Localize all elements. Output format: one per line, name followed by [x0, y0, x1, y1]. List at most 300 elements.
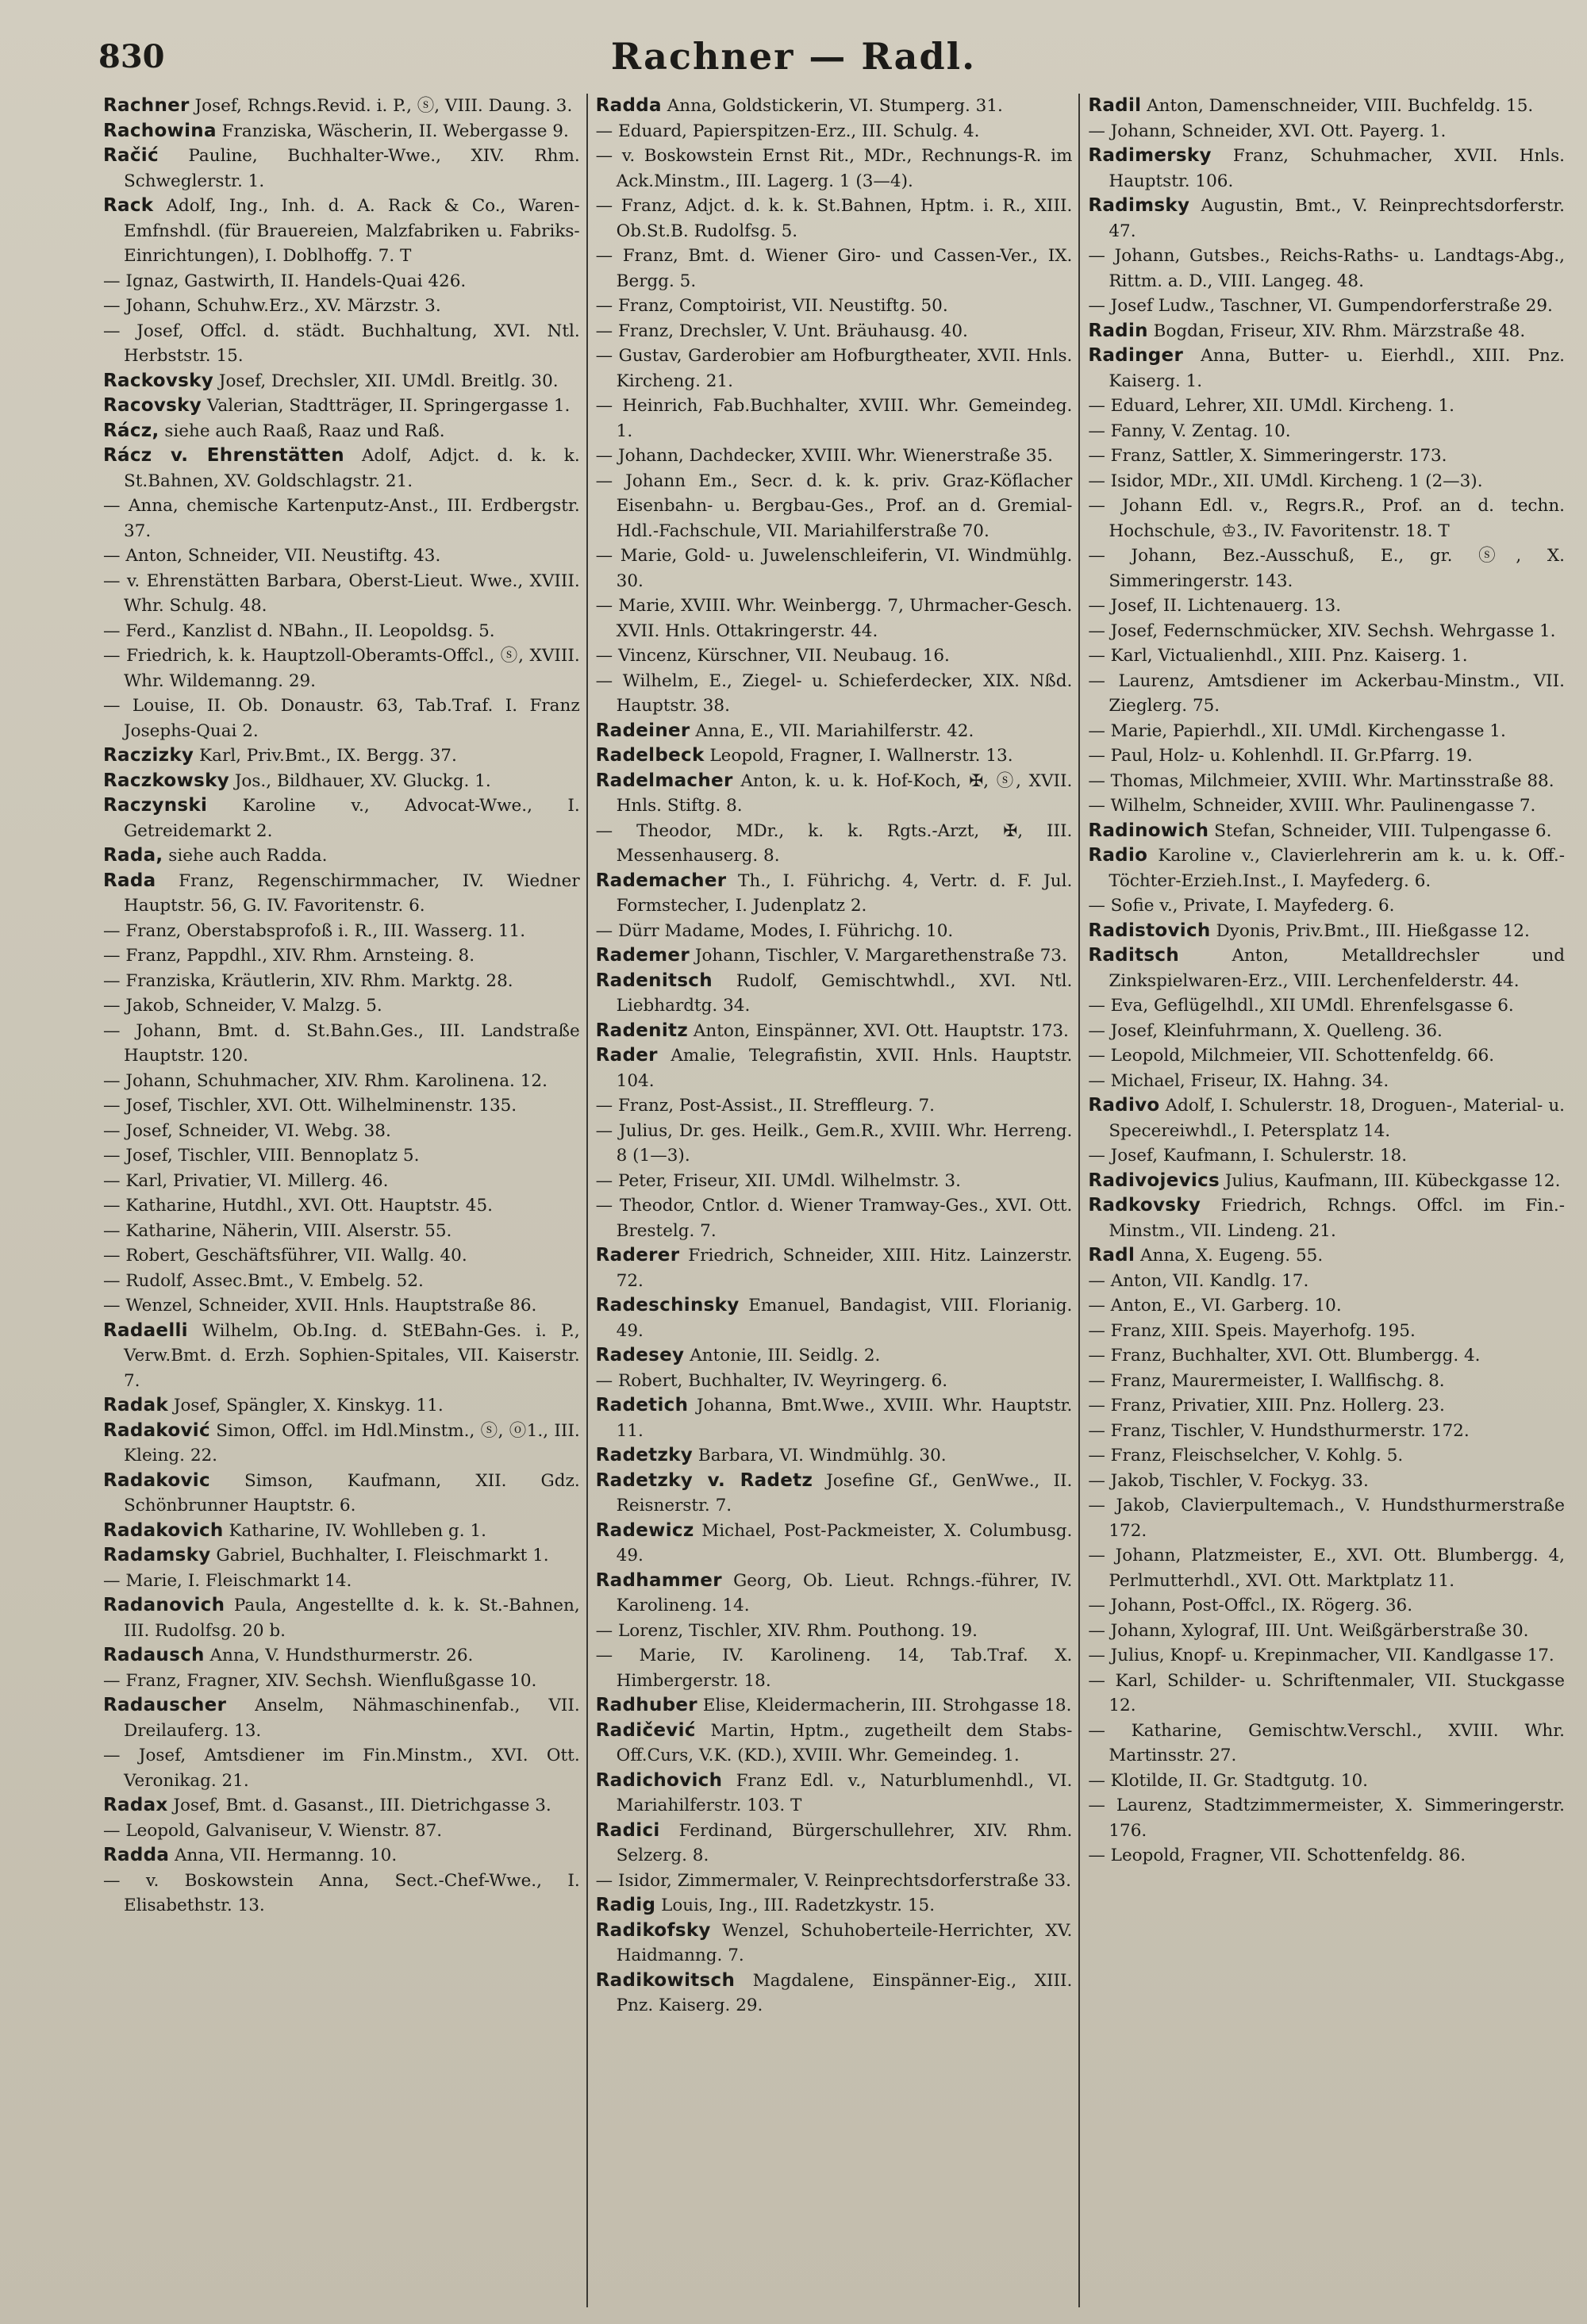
entry-text: — Johann Edl. v., Regrs.R., Prof. an d. techn. Hochschule, ♔3., IV. Favoritenstr. 18. T: [1088, 496, 1566, 541]
entry-text: — Ferd., Kanzlist d. NBahn., II. Leopoldsg. 5.: [103, 620, 495, 641]
directory-entry: [1088, 244, 1565, 294]
entry-text: — Katharine, Gemischtw.Verschl., XVIII. Whr. Martinsstr. 27.: [1088, 1720, 1566, 1765]
directory-entry: [1088, 619, 1565, 644]
entry-surname: Rackovsky: [103, 370, 214, 391]
entry-text: Adolf, I. Schulerstr. 18, Droguen-, Material- u. Specereiwhdl., I. Petersplatz 14.: [1109, 1096, 1566, 1141]
entry-text: Anton, Metalldrechsler und Zinkspielwaren-Erz., VIII. Lerchenfelderstr. 44.: [1109, 946, 1566, 991]
entry-text: Anna, V. Hundsthurmerstr. 26.: [209, 1646, 474, 1665]
entry-text: — Vincenz, Kürschner, VII. Neubaug. 16.: [595, 646, 950, 666]
directory-entry: [1088, 119, 1565, 144]
directory-entry: [596, 94, 1073, 119]
running-head: Rachner — Radl.: [610, 35, 977, 78]
entry-surname: Rademer: [595, 945, 690, 966]
directory-entry: [103, 1019, 580, 1069]
directory-entry: [103, 969, 580, 994]
directory-entry: [103, 869, 580, 919]
entry-text: Anna, X. Eugeng. 55.: [1139, 1246, 1324, 1266]
directory-entry: [1088, 1369, 1565, 1394]
entry-surname: Radeschinsky: [595, 1295, 740, 1316]
entry-surname: Radin: [1088, 320, 1148, 341]
directory-entry: [103, 693, 580, 743]
entry-text: Emanuel, Bandagist, VIII. Florianig. 49.: [616, 1296, 1073, 1341]
directory-entry: [1088, 294, 1565, 319]
entry-text: Josef, Spängler, X. Kinskyg. 11.: [173, 1396, 444, 1416]
entry-surname: Radesey: [595, 1345, 685, 1366]
entry-text: Antonie, III. Seidlg. 2.: [690, 1346, 881, 1366]
directory-entry: [103, 494, 580, 544]
entry-surname: Rack: [103, 195, 154, 216]
entry-text: — Paul, Holz- u. Kohlenhdl. II. Gr.Pfarrg. 19.: [1088, 746, 1473, 766]
entry-text: Josef, Rchngs.Revid. i. P., ⓢ, VIII. Daung. 3.: [194, 96, 573, 116]
entry-text: — Johann, Gutsbes., Reichs-Raths- u. Landtags-Abg., Rittm. a. D., VIII. Langeg. 48.: [1088, 246, 1566, 291]
directory-entry: [596, 643, 1073, 669]
entry-text: Anna, VII. Hermanng. 10.: [175, 1846, 398, 1865]
entry-surname: Radax: [103, 1795, 168, 1815]
entry-text: Adolf, Ing., Inh. d. A. Rack & Co., Waren-Emfnshdl. (für Brauereien, Malzfabriken u. Fabriks-Einrichtungen), I. Doblhoffg. 7. T: [124, 196, 580, 266]
entry-text: — Franz, Buchhalter, XVI. Ott. Blumbergg. 4.: [1088, 1346, 1481, 1366]
entry-text: Georg, Ob. Lieut. Rchngs.-führer, IV. Karolineng. 14.: [616, 1570, 1073, 1615]
entry-surname: Radio: [1088, 845, 1148, 866]
entry-text: siehe auch Raaß, Raaz und Raß.: [164, 421, 445, 441]
entry-text: — Gustav, Garderobier am Hofburgtheater, XVII. Hnls. Kircheng. 21.: [595, 346, 1073, 391]
directory-entry: [1088, 893, 1565, 919]
entry-surname: Radici: [595, 1819, 660, 1841]
directory-entry: [1088, 993, 1565, 1019]
entry-text: — Jakob, Clavierpultemach., V. Hundsthurmerstraße 172.: [1088, 1496, 1566, 1541]
directory-entry: [103, 769, 580, 794]
entry-text: — Laurenz, Amtsdiener im Ackerbau-Minstm., VII. Zieglerg. 75.: [1088, 670, 1566, 716]
entry-text: — Isidor, Zimmermaler, V. Reinprechtsdorferstraße 33.: [595, 1870, 1071, 1891]
directory-entry: [596, 1093, 1073, 1119]
entry-text: Simon, Offcl. im Hdl.Minstm., ⓢ, ⓞ1., III. Kleing. 22.: [124, 1420, 580, 1465]
directory-entry: [1088, 1493, 1565, 1543]
directory-entry: [1088, 144, 1565, 194]
directory-entry: [103, 1543, 580, 1569]
entry-text: — Josef, Tischler, XVI. Ott. Wilhelminenstr. 135.: [103, 1096, 517, 1116]
entry-text: Augustin, Bmt., V. Reinprechtsdorferstr. 47.: [1109, 196, 1566, 241]
entry-text: — Franz, Privatier, XIII. Pnz. Hollerg. 23.: [1088, 1396, 1445, 1416]
directory-entry: [103, 1093, 580, 1119]
directory-entry: [1088, 1043, 1565, 1069]
directory-entry: [103, 1269, 580, 1294]
entry-text: — Katharine, Näherin, VIII. Alserstr. 55.: [103, 1220, 452, 1241]
entry-text: — Eduard, Lehrer, XII. UMdl. Kircheng. 1.: [1088, 396, 1454, 416]
entry-text: — Dürr Madame, Modes, I. Führichg. 10.: [595, 920, 954, 941]
entry-text: — Franz, Sattler, X. Simmeringerstr. 173.: [1088, 446, 1447, 466]
entry-text: — Michael, Friseur, IX. Hahng. 34.: [1088, 1070, 1389, 1091]
entry-text: Gabriel, Buchhalter, I. Fleischmarkt 1.: [216, 1546, 549, 1565]
entry-surname: Radamsky: [103, 1545, 211, 1565]
entry-text: Anton, Einspänner, XVI. Ott. Hauptstr. 173.: [693, 1020, 1069, 1041]
entry-surname: Raderer: [595, 1245, 680, 1266]
entry-text: — Julius, Knopf- u. Krepinmacher, VII. Kandlgasse 17.: [1088, 1646, 1554, 1665]
directory-entry: [1088, 1593, 1565, 1619]
directory-entry: [596, 1819, 1073, 1869]
directory-entry: [103, 993, 580, 1019]
directory-entry: [1088, 1093, 1565, 1143]
entry-surname: Rácz,: [103, 420, 159, 441]
directory-entry: [1088, 1069, 1565, 1094]
directory-entry: [596, 1469, 1073, 1519]
entry-text: — Peter, Friseur, XII. UMdl. Wilhelmstr. 3.: [595, 1170, 961, 1191]
directory-entry: [1088, 793, 1565, 819]
entry-text: Paula, Angestellte d. k. k. St.-Bahnen, III. Rudolfsg. 20 b.: [124, 1596, 580, 1641]
directory-entry: [1088, 1169, 1565, 1194]
directory-entry: [103, 1519, 580, 1544]
directory-entry: [103, 1643, 580, 1669]
directory-entry: [596, 544, 1073, 593]
entry-text: — Friedrich, k. k. Hauptzoll-Oberamts-Offcl., ⓢ, XVIII. Whr. Wildemanng. 29.: [103, 646, 580, 691]
directory-entry: [1088, 1269, 1565, 1294]
entry-text: — Franz, Comptoirist, VII. Neustiftg. 50.: [595, 296, 948, 316]
entry-text: — Eduard, Papierspitzen-Erz., III. Schulg. 4.: [595, 121, 980, 141]
directory-entry: [596, 144, 1073, 194]
directory-entry: [1088, 419, 1565, 444]
directory-entry: [596, 1719, 1073, 1769]
entry-text: — Leopold, Galvaniseur, V. Wienstr. 87.: [103, 1820, 443, 1841]
directory-entry: [1088, 819, 1565, 844]
entry-text: Valerian, Stadtträger, II. Springergasse 1.: [206, 396, 571, 416]
entry-text: — Rudolf, Assec.Bmt., V. Embelg. 52.: [103, 1270, 424, 1291]
entry-text: — Franziska, Kräutlerin, XIV. Rhm. Marktg. 28.: [103, 970, 513, 991]
entry-text: — Josef, Offcl. d. städt. Buchhaltung, XVI. Ntl. Herbststr. 15.: [103, 321, 580, 366]
directory-entry: [1088, 769, 1565, 794]
entry-text: Josefine Gf., GenWwe., II. Reisnerstr. 7.: [616, 1470, 1073, 1515]
entry-text: — Johann, Bmt. d. St.Bahn.Ges., III. Landstraße Hauptstr. 120.: [103, 1020, 580, 1066]
entry-text: — Franz, Tischler, V. Hundsthurmerstr. 172.: [1088, 1420, 1470, 1441]
entry-text: Amalie, Telegrafistin, XVII. Hnls. Hauptstr. 104.: [616, 1046, 1073, 1091]
entry-text: Franz, Schuhmacher, XVII. Hnls. Hauptstr. 106.: [1109, 146, 1566, 191]
directory-entry: [1088, 1619, 1565, 1644]
directory-entry: [596, 943, 1073, 969]
entry-text: Barbara, VI. Windmühlg. 30.: [697, 1446, 947, 1465]
entry-surname: Rachowina: [103, 120, 217, 141]
directory-entry: [103, 1469, 580, 1519]
directory-entry: [103, 1693, 580, 1743]
directory-entry: [103, 1219, 580, 1244]
entry-surname: Radewicz: [595, 1519, 694, 1541]
directory-entry: [596, 1019, 1073, 1044]
entry-surname: Radl: [1088, 1245, 1135, 1266]
directory-columns: [95, 94, 1571, 2307]
directory-entry: [103, 369, 580, 394]
directory-entry: [596, 119, 1073, 144]
directory-entry: [103, 843, 580, 869]
entry-surname: Radenitz: [595, 1020, 689, 1041]
directory-entry: [103, 1843, 580, 1869]
directory-entry: [103, 943, 580, 969]
directory-entry: [1088, 593, 1565, 619]
entry-text: Wenzel, Schuhoberteile-Herrichter, XV. Haidmanng. 7.: [616, 1920, 1073, 1965]
entry-text: — Josef, Federnschmücker, XIV. Sechsh. Wehrgasse 1.: [1088, 620, 1556, 641]
directory-entry: [103, 144, 580, 194]
entry-text: Anselm, Nähmaschinenfab., VII. Dreilauferg. 13.: [124, 1696, 580, 1741]
directory-entry: [596, 1969, 1073, 2019]
entry-text: — Johann, Dachdecker, XVIII. Whr. Wienerstraße 35.: [595, 446, 1053, 466]
entry-text: — Franz, Post-Assist., II. Streffleurg. 7.: [595, 1096, 935, 1116]
entry-text: — Wenzel, Schneider, XVII. Hnls. Hauptstraße 86.: [103, 1296, 537, 1316]
entry-text: — Ignaz, Gastwirth, II. Handels-Quai 426.: [103, 271, 467, 291]
entry-text: Elise, Kleidermacherin, III. Strohgasse 18.: [702, 1696, 1072, 1715]
entry-text: — Josef, Kaufmann, I. Schulerstr. 18.: [1088, 1146, 1408, 1166]
entry-surname: Radauscher: [103, 1695, 227, 1715]
directory-entry: [1088, 1193, 1565, 1243]
entry-surname: Radelbeck: [595, 745, 705, 766]
entry-text: Jos., Bildhauer, XV. Gluckg. 1.: [234, 770, 491, 791]
entry-text: — Louise, II. Ob. Donaustr. 63, Tab.Traf. I. Franz Josephs-Quai 2.: [103, 696, 580, 741]
directory-entry: [596, 469, 1073, 544]
directory-entry: [1088, 1419, 1565, 1444]
directory-entry: [596, 769, 1073, 819]
entry-text: — Franz, Adjct. d. k. k. St.Bahnen, Hptm. i. R., XIII. Ob.St.B. Rudolfsg. 5.: [595, 196, 1073, 241]
entry-surname: Radikowitsch: [595, 1969, 736, 1991]
entry-text: — Franz, Fragner, XIV. Sechsh. Wienflußgasse 10.: [103, 1670, 537, 1691]
directory-entry: [596, 719, 1073, 744]
entry-text: — Josef Ludw., Taschner, VI. Gumpendorferstraße 29.: [1088, 296, 1553, 316]
directory-entry: [596, 1619, 1073, 1644]
entry-text: Magdalene, Einspänner-Eig., XIII. Pnz. Kaiserg. 29.: [616, 1970, 1073, 2015]
entry-surname: Radinowich: [1088, 820, 1209, 841]
directory-entry: [103, 94, 580, 119]
directory-entry: [103, 1793, 580, 1819]
entry-text: Leopold, Fragner, I. Wallnerstr. 13.: [709, 746, 1013, 766]
entry-text: — Johann Em., Secr. d. k. k. priv. Graz-Köflacher Eisenbahn- u. Bergbau-Ges., Prof. an d. Gremial-Hdl.-Fachschule, VII. Mariahilferstraße 70.: [595, 471, 1073, 541]
entry-text: — Jakob, Schneider, V. Malzg. 5.: [103, 996, 382, 1016]
entry-text: — Jakob, Tischler, V. Fockyg. 33.: [1088, 1470, 1369, 1491]
entry-text: Julius, Kaufmann, III. Kübeckgasse 12.: [1224, 1170, 1561, 1191]
directory-entry: [596, 869, 1073, 919]
directory-entry: [1088, 1843, 1565, 1869]
directory-entry: [596, 194, 1073, 244]
directory-entry: [1088, 1319, 1565, 1344]
directory-entry: [103, 1319, 580, 1394]
column-1: [95, 94, 586, 2307]
entry-text: Anna, E., VII. Mariahilferstr. 42.: [695, 720, 974, 741]
entry-surname: Rademacher: [595, 870, 727, 891]
entry-text: — v. Boskowstein Anna, Sect.-Chef-Wwe., I. Elisabethstr. 13.: [103, 1870, 580, 1915]
directory-entry: [1088, 469, 1565, 494]
entry-text: — Heinrich, Fab.Buchhalter, XVIII. Whr. Gemeindeg. 1.: [595, 396, 1073, 441]
entry-text: — Anton, VII. Kandlg. 17.: [1088, 1270, 1309, 1291]
entry-text: — Johann, Post-Offcl., IX. Rögerg. 36.: [1088, 1596, 1413, 1615]
directory-entry: [596, 1519, 1073, 1569]
directory-entry: [103, 1869, 580, 1919]
directory-entry: [596, 1043, 1073, 1093]
entry-text: — Thomas, Milchmeier, XVIII. Whr. Martinsstraße 88.: [1088, 770, 1554, 791]
entry-surname: Racovsky: [103, 395, 202, 416]
entry-surname: Radaelli: [103, 1319, 188, 1341]
entry-text: — Robert, Buchhalter, IV. Weyringerg. 6.: [595, 1370, 948, 1391]
directory-entry: [596, 743, 1073, 769]
directory-entry: [103, 419, 580, 444]
entry-surname: Raczynski: [103, 795, 208, 816]
directory-entry: [1088, 544, 1565, 593]
directory-entry: [596, 969, 1073, 1019]
entry-text: — Karl, Victualienhdl., XIII. Pnz. Kaiserg. 1.: [1088, 646, 1468, 666]
directory-entry: [1088, 1543, 1565, 1593]
directory-entry: [596, 394, 1073, 444]
entry-surname: Radimsky: [1088, 195, 1190, 216]
directory-entry: [596, 1443, 1073, 1469]
directory-entry: [596, 1643, 1073, 1693]
entry-text: — Anton, E., VI. Garberg. 10.: [1088, 1296, 1342, 1316]
directory-entry: [596, 819, 1073, 869]
entry-text: — Franz, Bmt. d. Wiener Giro- und Cassen-Ver., IX. Bergg. 5.: [595, 246, 1073, 291]
directory-entry: [596, 244, 1073, 294]
entry-text: — Johann, Schuhw.Erz., XV. Märzstr. 3.: [103, 296, 441, 316]
directory-entry: [1088, 1143, 1565, 1169]
entry-surname: Radil: [1088, 95, 1142, 116]
entry-surname: Radak: [103, 1395, 169, 1416]
entry-text: — Josef, Schneider, VI. Webg. 38.: [103, 1120, 391, 1141]
entry-text: — Fanny, V. Zentag. 10.: [1088, 421, 1291, 441]
entry-text: Martin, Hptm., zugetheilt dem Stabs-Off.Curs, V.K. (KD.), XVIII. Whr. Gemeindeg. 1.: [616, 1720, 1073, 1765]
directory-entry: [1088, 1793, 1565, 1843]
directory-entry: [596, 1569, 1073, 1619]
directory-entry: [103, 793, 580, 843]
entry-text: Karl, Priv.Bmt., IX. Bergg. 37.: [199, 746, 457, 766]
entry-surname: Radhammer: [595, 1569, 722, 1591]
entry-surname: Radig: [595, 1895, 656, 1915]
directory-entry: [1088, 319, 1565, 344]
directory-entry: [1088, 1393, 1565, 1419]
entry-text: — Johann, Xylograf, III. Unt. Weißgärberstraße 30.: [1088, 1620, 1529, 1641]
directory-entry: [1088, 1443, 1565, 1469]
directory-entry: [1088, 1293, 1565, 1319]
entry-text: — Johann, Platzmeister, E., XVI. Ott. Blumbergg. 4, Perlmutterhdl., XVI. Ott. Marktplatz 11.: [1088, 1546, 1566, 1591]
entry-surname: Radivojevics: [1088, 1170, 1220, 1191]
entry-text: — Franz, Fleischselcher, V. Kohlg. 5.: [1088, 1446, 1404, 1465]
directory-entry: [103, 444, 580, 494]
directory-entry: [103, 1743, 580, 1793]
entry-surname: Rachner: [103, 95, 190, 116]
directory-entry: [103, 1169, 580, 1194]
entry-text: — Katharine, Hutdhl., XVI. Ott. Hauptstr. 45.: [103, 1196, 493, 1216]
entry-surname: Rader: [595, 1045, 658, 1066]
directory-entry: [1088, 494, 1565, 544]
entry-text: Pauline, Buchhalter-Wwe., XIV. Rhm. Schweglerstr. 1.: [124, 146, 580, 191]
entry-text: — Klotilde, II. Gr. Stadtgutg. 10.: [1088, 1770, 1368, 1791]
entry-text: Karoline v., Clavierlehrerin am k. u. k. Off.-Töchter-Erzieh.Inst., I. Mayfederg. 6.: [1109, 846, 1565, 891]
entry-surname: Radivo: [1088, 1095, 1160, 1116]
column-3: [1078, 94, 1571, 2307]
entry-surname: Radetzky v. Radetz: [595, 1469, 813, 1491]
directory-entry: [596, 1893, 1073, 1919]
directory-entry: [596, 669, 1073, 719]
entry-text: — Franz, Oberstabsprofoß i. R., III. Wasserg. 11.: [103, 920, 526, 941]
directory-entry: [103, 619, 580, 644]
directory-entry: [1088, 919, 1565, 944]
entry-text: Bogdan, Friseur, XIV. Rhm. Märzstraße 48.: [1153, 321, 1526, 341]
entry-surname: Radeiner: [595, 720, 690, 741]
entry-text: Anton, k. u. k. Hof-Koch, ✠, ⓢ, XVII. Hnls. Stiftg. 8.: [616, 770, 1073, 816]
column-2: [586, 94, 1079, 2307]
entry-text: — Isidor, MDr., XII. UMdl. Kircheng. 1 (2—3).: [1088, 471, 1483, 491]
directory-entry: [1088, 1669, 1565, 1719]
directory-entry: [1088, 94, 1565, 119]
directory-entry: [1088, 743, 1565, 769]
directory-entry: [596, 319, 1073, 344]
directory-entry: [1088, 1343, 1565, 1369]
entry-text: — Anton, Schneider, VII. Neustiftg. 43.: [103, 546, 441, 566]
directory-entry: [103, 919, 580, 944]
entry-text: — Johann, Schuhmacher, XIV. Rhm. Karolinena. 12.: [103, 1070, 548, 1091]
entry-text: — Sofie v., Private, I. Mayfederg. 6.: [1088, 896, 1395, 916]
entry-text: Anna, Goldstickerin, VI. Stumperg. 31.: [667, 96, 1003, 116]
entry-surname: Radichovich: [595, 1769, 723, 1791]
directory-entry: [103, 569, 580, 619]
entry-text: — Karl, Privatier, VI. Millerg. 46.: [103, 1170, 389, 1191]
entry-text: — Leopold, Milchmeier, VII. Schottenfeldg. 66.: [1088, 1046, 1495, 1066]
entry-surname: Raczizky: [103, 745, 194, 766]
entry-text: Franz, Regenschirmmacher, IV. Wiedner Hauptstr. 56, G. IV. Favoritenstr. 6.: [124, 870, 580, 916]
entry-text: — Franz, Maurermeister, I. Wallfischg. 8.: [1088, 1370, 1445, 1391]
directory-entry: [103, 1293, 580, 1319]
entry-text: — Wilhelm, E., Ziegel- u. Schieferdecker, XIX. Nßd. Hauptstr. 38.: [595, 670, 1073, 716]
directory-entry: [103, 643, 580, 693]
directory-entry: [1088, 194, 1565, 244]
entry-text: Anna, Butter- u. Eierhdl., XIII. Pnz. Kaiserg. 1.: [1109, 346, 1566, 391]
entry-text: — Julius, Dr. ges. Heilk., Gem.R., XVIII. Whr. Herreng. 8 (1—3).: [595, 1120, 1073, 1166]
entry-text: — Josef, Tischler, VIII. Bennoplatz 5.: [103, 1146, 420, 1166]
entry-text: — v. Boskowstein Ernst Rit., MDr., Rechnungs-R. im Ack.Minstm., III. Lagerg. 1 (3—4).: [595, 146, 1073, 191]
entry-surname: Raditsch: [1088, 945, 1180, 966]
directory-entry: [1088, 1643, 1565, 1669]
directory-entry: [103, 1069, 580, 1094]
directory-entry: [596, 294, 1073, 319]
entry-surname: Radda: [595, 95, 662, 116]
entry-text: Franz Edl. v., Naturblumenhdl., VI. Mariahilferstr. 103. T: [616, 1770, 1073, 1815]
directory-entry: [103, 294, 580, 319]
page-header: [0, 32, 1587, 89]
directory-entry: [1088, 1719, 1565, 1769]
directory-entry: [596, 1369, 1073, 1394]
directory-entry: [103, 319, 580, 369]
entry-text: — Marie, Papierhdl., XII. UMdl. Kirchengasse 1.: [1088, 720, 1506, 741]
page-number: 830: [98, 38, 165, 75]
directory-entry: [1088, 719, 1565, 744]
entry-surname: Radikofsky: [595, 1919, 711, 1941]
directory-entry: [1088, 643, 1565, 669]
entry-text: — Robert, Geschäftsführer, VII. Wallg. 40.: [103, 1246, 467, 1266]
directory-entry: [596, 1693, 1073, 1719]
entry-text: — Franz, Pappdhl., XIV. Rhm. Arnsteing. 8.: [103, 946, 475, 966]
directory-entry: [1088, 669, 1565, 719]
entry-surname: Radhuber: [595, 1695, 697, 1715]
entry-text: — Josef, Amtsdiener im Fin.Minstm., XVI. Ott. Veronikag. 21.: [103, 1746, 580, 1791]
entry-text: — Theodor, MDr., k. k. Rgts.-Arzt, ✠, III. Messenhauserg. 8.: [595, 820, 1073, 866]
directory-entry: [103, 1243, 580, 1269]
entry-text: — Johann, Schneider, XVI. Ott. Payerg. 1.: [1088, 121, 1447, 141]
entry-surname: Radanovich: [103, 1595, 225, 1615]
entry-text: — Marie, XVIII. Whr. Weinbergg. 7, Uhrmacher-Gesch. XVII. Hnls. Ottakringerstr. 44.: [595, 596, 1073, 641]
directory-entry: [596, 444, 1073, 469]
entry-text: — Laurenz, Stadtzimmermeister, X. Simmeringerstr. 176.: [1088, 1796, 1566, 1841]
entry-text: — Leopold, Fragner, VII. Schottenfeldg. 86.: [1088, 1846, 1466, 1865]
directory-entry: [596, 1119, 1073, 1169]
entry-surname: Radelmacher: [595, 770, 733, 791]
directory-entry: [596, 1193, 1073, 1243]
entry-surname: Radda: [103, 1845, 170, 1865]
directory-entry: [596, 919, 1073, 944]
entry-surname: Radičević: [595, 1719, 696, 1741]
entry-surname: Račić: [103, 145, 159, 166]
directory-entry: [103, 1119, 580, 1144]
directory-entry: [1088, 1243, 1565, 1269]
entry-text: Friedrich, Schneider, XIII. Hitz. Lainzerstr. 72.: [616, 1246, 1073, 1291]
entry-text: — Josef, II. Lichtenauerg. 13.: [1088, 596, 1342, 616]
entry-text: Katharine, IV. Wohlleben g. 1.: [229, 1520, 486, 1541]
